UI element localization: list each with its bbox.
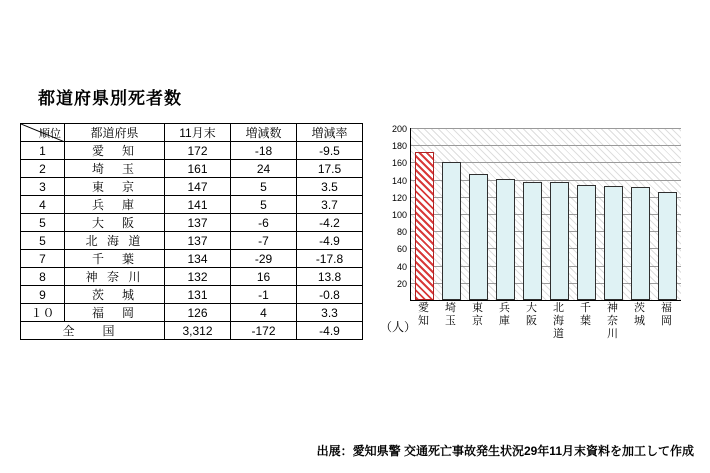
cell-total-label: 全 国 — [21, 322, 165, 340]
ranking-table — [20, 123, 363, 340]
chart-bar — [523, 182, 542, 300]
cell-change-rate: -4.9 — [297, 232, 363, 250]
cell-november: 131 — [165, 286, 231, 304]
cell-change-rate: -0.8 — [297, 286, 363, 304]
chart-bar — [415, 152, 434, 300]
cell-change-rate: -4.2 — [297, 214, 363, 232]
chart-y-tick-label: 80 — [396, 227, 407, 238]
cell-change-rate: 3.7 — [297, 196, 363, 214]
table-row — [21, 286, 363, 304]
chart-x-label: 東 京 — [472, 302, 483, 327]
chart-y-tick-label: 180 — [391, 141, 407, 152]
cell-november: 147 — [165, 178, 231, 196]
cell-change-rate: 3.5 — [297, 178, 363, 196]
cell-rank: 5 — [21, 214, 65, 232]
chart-y-tick-label: 140 — [391, 175, 407, 186]
cell-prefecture: 兵 庫 — [65, 196, 165, 214]
cell-total-change-rate: -4.9 — [297, 322, 363, 340]
chart-y-tick-label: 200 — [391, 124, 407, 134]
chart-x-label: 埼 玉 — [445, 302, 456, 327]
table-row — [21, 214, 363, 232]
table-row — [21, 304, 363, 322]
cell-change: -1 — [231, 286, 297, 304]
table-header-change: 増減数 — [231, 124, 297, 142]
cell-november: 161 — [165, 160, 231, 178]
cell-change-rate: 13.8 — [297, 268, 363, 286]
cell-change-rate: -9.5 — [297, 142, 363, 160]
cell-change-rate: 3.3 — [297, 304, 363, 322]
cell-november: 141 — [165, 196, 231, 214]
chart-x-label: 茨 城 — [634, 302, 645, 327]
cell-november: 137 — [165, 232, 231, 250]
chart-bar — [577, 185, 596, 300]
cell-change: -18 — [231, 142, 297, 160]
table-row — [21, 232, 363, 250]
table-row — [21, 142, 363, 160]
chart-bar — [496, 179, 515, 300]
cell-prefecture: 愛 知 — [65, 142, 165, 160]
chart-x-label: 北 海 道 — [553, 302, 564, 340]
cell-change-rate: 17.5 — [297, 160, 363, 178]
cell-prefecture: 東 京 — [65, 178, 165, 196]
cell-change: -6 — [231, 214, 297, 232]
cell-rank: 2 — [21, 160, 65, 178]
cell-prefecture: 福 岡 — [65, 304, 165, 322]
table-row — [21, 196, 363, 214]
chart-bar — [604, 186, 623, 300]
cell-prefecture: 茨 城 — [65, 286, 165, 304]
cell-prefecture: 神 奈 川 — [65, 268, 165, 286]
chart-bar — [469, 174, 488, 300]
chart-y-tick-label: 100 — [391, 210, 407, 220]
cell-change: 5 — [231, 178, 297, 196]
chart-x-axis-labels — [410, 302, 680, 341]
cell-change: -7 — [231, 232, 297, 250]
chart-bar — [550, 182, 569, 300]
cell-change: 16 — [231, 268, 297, 286]
cell-rank: 1 — [21, 142, 65, 160]
cell-november: 134 — [165, 250, 231, 268]
cell-change: 5 — [231, 196, 297, 214]
chart-bar — [631, 187, 650, 300]
cell-rank: 3 — [21, 178, 65, 196]
chart-x-label: 神 奈 川 — [607, 302, 618, 340]
cell-prefecture: 北 海 道 — [65, 232, 165, 250]
chart-x-label: 愛 知 — [418, 302, 429, 327]
cell-rank: 5 — [21, 232, 65, 250]
cell-prefecture: 千 葉 — [65, 250, 165, 268]
chart-x-label: 千 葉 — [580, 302, 591, 327]
chart-unit-label: （人） — [380, 320, 417, 334]
cell-november: 137 — [165, 214, 231, 232]
table-header-change-rate: 増減率 — [297, 124, 363, 142]
ranking-table-container — [20, 123, 363, 340]
table-row — [21, 268, 363, 286]
cell-prefecture: 大 阪 — [65, 214, 165, 232]
cell-november: 126 — [165, 304, 231, 322]
chart-y-tick-label: 60 — [396, 244, 407, 255]
chart-x-label: 兵 庫 — [499, 302, 510, 327]
cell-total-november: 3,312 — [165, 322, 231, 340]
chart-x-label: 福 岡 — [661, 302, 672, 327]
table-header-prefecture: 都道府県 — [65, 124, 165, 142]
chart-bar — [442, 162, 461, 300]
table-row — [21, 160, 363, 178]
chart-y-tick-label: 20 — [396, 278, 407, 289]
table-header-row — [21, 124, 363, 142]
chart-bar — [658, 192, 677, 300]
chart-y-tick-label: 40 — [396, 261, 407, 272]
cell-change: 4 — [231, 304, 297, 322]
page-title: 都道府県別死者数 — [38, 89, 182, 108]
cell-rank: 9 — [21, 286, 65, 304]
cell-rank: 7 — [21, 250, 65, 268]
table-row — [21, 178, 363, 196]
cell-rank: １０ — [21, 304, 65, 322]
chart-bars — [411, 128, 681, 300]
chart-x-label: 大 阪 — [526, 302, 537, 327]
table-header-november: 11月末 — [165, 124, 231, 142]
bar-chart — [380, 124, 690, 340]
cell-change: 24 — [231, 160, 297, 178]
cell-november: 132 — [165, 268, 231, 286]
cell-total-change: -172 — [231, 322, 297, 340]
cell-november: 172 — [165, 142, 231, 160]
cell-prefecture: 埼 玉 — [65, 160, 165, 178]
cell-rank: 4 — [21, 196, 65, 214]
table-total-row — [21, 322, 363, 340]
source-note: 出展：愛知県警 交通死亡事故発生状況29年11月末資料を加工して作成 — [316, 444, 694, 458]
table-header-rank — [21, 124, 65, 142]
cell-rank: 8 — [21, 268, 65, 286]
table-row — [21, 250, 363, 268]
chart-y-tick-label: 120 — [391, 192, 407, 203]
cell-change-rate: -17.8 — [297, 250, 363, 268]
chart-plot-area — [391, 124, 681, 301]
chart-y-tick-label: 160 — [391, 158, 407, 169]
cell-change: -29 — [231, 250, 297, 268]
table-header-rank-label: 順位 — [39, 128, 61, 140]
